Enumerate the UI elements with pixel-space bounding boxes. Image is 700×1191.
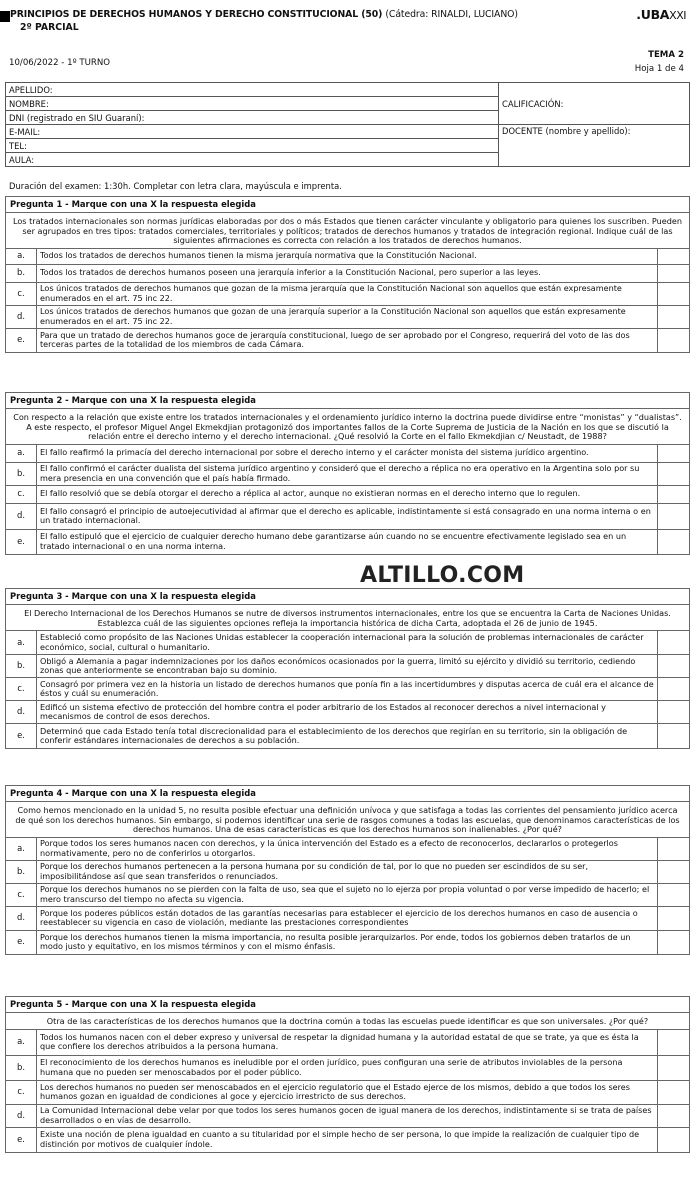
option-letter: e. [6, 931, 37, 954]
answer-checkbox[interactable] [657, 249, 689, 264]
answer-checkbox[interactable] [657, 907, 689, 930]
option-letter: a. [6, 838, 37, 860]
answer-checkbox[interactable] [657, 884, 689, 906]
option-text: Para que un tratado de derechos humanos goce de jerarquía constitucional, luego de ser aprobado por el Congreso, requerirá del voto de las dos terceras partes de la totalidad de los miembros de cada Cámara. [40, 329, 630, 350]
option-row [6, 444, 689, 462]
option-text: Porque los derechos humanos tienen la misma importancia, no resulta posible jerarquizarlos. Por ende, todos los gobiernos deben tratarlos de un modo justo y equitativo, en los mismos términos y con el mismo énfasis. [40, 931, 631, 952]
answer-checkbox[interactable] [657, 724, 689, 748]
question-stem: Como hemos mencionado en la unidad 5, no resulta posible efectuar una definición unívoca y que satisfaga a todas las corrientes del pensamiento jurídico acerca de qué son los derechos humanos. Sin embargo, si podemos identificar una serie de rasgos comunes a todas las escuelas, que denominamos características de los derechos humanos. Una de esas características es que los derechos humanos son inalienables. ¿Por qué? [15, 805, 680, 835]
dni-field[interactable]: DNI (registrado en SIU Guaraní): [6, 111, 499, 125]
option-row [6, 677, 689, 700]
option-letter: a. [6, 249, 37, 264]
option-letter: a. [6, 631, 37, 654]
option-row [6, 248, 689, 264]
uba-logo: .UBAXXI [636, 7, 686, 22]
option-row [6, 906, 689, 930]
option-row [6, 1055, 689, 1080]
option-letter: e. [6, 1128, 37, 1152]
answer-checkbox[interactable] [657, 838, 689, 860]
tema-label: TEMA 2 [648, 50, 684, 60]
student-info-table [5, 82, 690, 167]
option-text: Los únicos tratados de derechos humanos que gozan de una jerarquía superior a la Constitución Nacional son aquellos que están expresamente enumerados en el art. 75 inc 22. [40, 306, 626, 326]
question-stem: El Derecho Internacional de los Derechos Humanos se nutre de diversos instrumentos internacionales, entre los que se encuentra la Carta de Naciones Unidas. Establezca cuál de las siguientes opciones refleja la importancia histórica de dicha Carta, adoptada el 26 de junio de 1945. [24, 608, 671, 628]
option-row [6, 503, 689, 529]
option-letter: c. [6, 678, 37, 700]
calificacion-field[interactable]: CALIFICACIÓN: [499, 83, 690, 125]
answer-checkbox[interactable] [657, 655, 689, 677]
answer-checkbox[interactable] [657, 1081, 689, 1104]
option-text: Consagró por primera vez en la historia un listado de derechos humanos que ponía fin a las incertidumbres y disputas acerca de cuál era el alcance de éstos y cuál su enumeración. [40, 678, 654, 699]
apellido-field[interactable]: APELLIDO: [6, 83, 499, 97]
option-row [6, 1104, 689, 1127]
option-letter: b. [6, 1056, 37, 1080]
option-text: Los derechos humanos no pueden ser menoscabados en el ejercicio regulatorio que el Estado ejerce de los mismos, debido a que todos los seres humanos gozan en igualdad de condiciones al goce y ejercicio irrestricto de sus derechos. [40, 1081, 631, 1102]
option-row [6, 328, 689, 352]
option-row [6, 700, 689, 723]
option-letter: d. [6, 701, 37, 723]
answer-checkbox[interactable] [657, 445, 689, 462]
answer-checkbox[interactable] [657, 861, 689, 883]
duration-note: Duración del examen: 1:30h. Completar con letra clara, mayúscula e imprenta. [9, 181, 342, 191]
answer-checkbox[interactable] [657, 931, 689, 954]
option-letter: b. [6, 265, 37, 282]
option-text: El reconocimiento de los derechos humanos es ineludible por el orden jurídico, pues configuran una serie de atributos inviolables de la persona humana que no pueden ser menoscabados por el poder público. [40, 1057, 623, 1077]
question-3 [5, 588, 690, 749]
option-letter: d. [6, 1105, 37, 1127]
answer-checkbox[interactable] [657, 306, 689, 328]
option-letter: c. [6, 884, 37, 906]
question-header: Pregunta 5 - Marque con una X la respuesta elegida [6, 997, 689, 1013]
header-marker [0, 11, 10, 22]
option-text: Todos los humanos nacen con el deber expreso y universal de respetar la dignidad humana y la autoridad estatal de que se trate, ya que es ésta la que confiere los derechos atribuidos a la persona humana. [40, 1031, 639, 1052]
answer-checkbox[interactable] [657, 283, 689, 305]
option-letter: b. [6, 463, 37, 485]
answer-checkbox[interactable] [657, 504, 689, 529]
option-letter: d. [6, 504, 37, 529]
option-row [6, 883, 689, 906]
answer-checkbox[interactable] [657, 678, 689, 700]
answer-checkbox[interactable] [657, 1056, 689, 1080]
option-text: La Comunidad Internacional debe velar por que todos los seres humanos gocen de igual manera de los derechos, indistintamente si se trata de países desarrollados o en vías de desarrollo. [40, 1105, 652, 1125]
option-letter: e. [6, 329, 37, 352]
option-row [6, 1080, 689, 1104]
option-letter: d. [6, 907, 37, 930]
option-text: Porque los derechos humanos no se pierden con la falta de uso, sea que el sujeto no lo ejerza por propia voluntad o por verse impedido de hacerlo; el mero transcurso del tiempo no afecta su vigencia. [40, 884, 650, 904]
question-4 [5, 785, 690, 955]
option-text: Todos los tratados de derechos humanos poseen una jerarquía inferior a la Constitución Nacional, pero superior a las leyes. [40, 267, 541, 278]
option-letter: e. [6, 724, 37, 748]
option-text: Porque los derechos humanos pertenecen a la persona humana por su condición de tal, por lo que no pueden ser escindidos de su ser, imposibilitándose así que sean transferidos o renunciados. [40, 861, 589, 881]
option-letter: b. [6, 861, 37, 883]
option-text: El fallo resolvió que se debía otorgar el derecho a réplica al actor, aunque no existieran normas en el derecho interno que lo regulen. [40, 488, 581, 499]
option-row [6, 630, 689, 654]
aula-field[interactable]: AULA: [6, 153, 499, 167]
option-row [6, 1029, 689, 1055]
answer-checkbox[interactable] [657, 701, 689, 723]
question-header: Pregunta 4 - Marque con una X la respuesta elegida [6, 786, 689, 802]
answer-checkbox[interactable] [657, 1105, 689, 1127]
option-row [6, 529, 689, 554]
option-row [6, 1127, 689, 1152]
option-letter: a. [6, 445, 37, 462]
exam-date: 10/06/2022 - 1º TURNO [9, 58, 111, 68]
option-text: Edificó un sistema efectivo de protección del hombre contra el poder arbitrario de los Estados al reconocer derechos a nivel internacional y mecanismos de control de esos derechos. [40, 701, 606, 722]
option-letter: a. [6, 1030, 37, 1055]
option-row [6, 485, 689, 503]
option-letter: c. [6, 283, 37, 305]
option-letter: d. [6, 306, 37, 328]
question-header: Pregunta 2 - Marque con una X la respuesta elegida [6, 393, 689, 409]
question-stem: Con respecto a la relación que existe entre los tratados internacionales y el ordenamiento jurídico interno la doctrina puede dividirse entre “monistas” y “dualistas”. A este respecto, el profesor Miguel Angel Ekmekdjian protagonizó dos importantes fallos de la Corte Suprema de Justicia de la Nación en los que se discutió la relación entre el derecho interno y el derecho internacional. ¿Qué resolvió la Corte en el fallo Ekmekdjian c/ Neustadt, de 1988? [13, 412, 682, 442]
answer-checkbox[interactable] [657, 530, 689, 554]
option-letter: e. [6, 530, 37, 554]
option-text: Existe una noción de plena igualdad en cuanto a su titularidad por el simple hecho de ser persona, lo que impide la realización de cualquier tipo de distinción por motivos de cualquier índole. [40, 1129, 640, 1149]
option-text: Porque los poderes públicos están dotados de las garantías necesarias para establecer el ejercicio de los derechos humanos en caso de ausencia o reestablecer su vigencia en caso de violación, mediante las prestaciones correspondientes [40, 907, 638, 928]
option-letter: c. [6, 486, 37, 503]
answer-checkbox[interactable] [657, 1128, 689, 1152]
question-stem: Los tratados internacionales son normas jurídicas elaboradas por dos o más Estados que tienen carácter vinculante y obligatorio para quienes los suscriben. Pueden ser agrupados en tres tipos: tratados comerciales, territoriales y políticos; tratados de derechos humanos y tratados de integración regional. Indique cuál de las siguientes afirmaciones es correcta con relación a los tratados de derechos humanos. [12, 216, 683, 246]
option-text: Porque todos los seres humanos nacen con derechos, y la única intervención del Estado es a efecto de reconocerlos, declararlos o protegerlos normativamente, pero no de conferirlos u otorgarlos. [40, 838, 618, 858]
option-text: El fallo reafirmó la primacía del derecho internacional por sobre el derecho interno y el carácter monista del sistema jurídico argentino. [40, 447, 589, 458]
answer-checkbox[interactable] [657, 265, 689, 282]
option-row [6, 837, 689, 860]
option-text: Obligó a Alemania a pagar indemnizaciones por los daños económicos ocasionados por la guerra, limitó su ejército y dividió su territorio, cediendo zonas que anteriormente se encontraban bajo su dominio. [40, 655, 636, 676]
option-text: Determinó que cada Estado tenía total discrecionalidad para el establecimiento de los derechos que regirían en su territorio, sin la obligación de conferir estándares internacionales de derechos a su población. [40, 725, 628, 746]
option-row [6, 462, 689, 485]
option-row [6, 264, 689, 282]
answer-checkbox[interactable] [657, 631, 689, 654]
option-text: El fallo consagró el principio de autoejecutividad al afirmar que el derecho es aplicable, indistintamente si está consagrado en una norma interna o en un tratado internacional. [40, 505, 651, 526]
exam-subtitle: 2º PARCIAL [20, 22, 79, 33]
option-letter: b. [6, 655, 37, 677]
answer-checkbox[interactable] [657, 329, 689, 352]
question-stem: Otra de las características de los derechos humanos que la doctrina común a todas las escuelas puede identificar es que son universales. ¿Por qué? [46, 1016, 649, 1026]
answer-checkbox[interactable] [657, 1030, 689, 1055]
option-row [6, 282, 689, 305]
option-row [6, 860, 689, 883]
answer-checkbox[interactable] [657, 463, 689, 485]
page-number: Hoja 1 de 4 [634, 64, 684, 74]
option-row [6, 930, 689, 954]
option-text: Estableció como propósito de las Naciones Unidas establecer la cooperación internacional para la solución de problemas internacionales de carácter económico, social, cultural o humanitario. [40, 632, 644, 652]
nombre-field[interactable]: NOMBRE: [6, 97, 499, 111]
tel-field[interactable]: TEL: [6, 139, 499, 153]
docente-field[interactable]: DOCENTE (nombre y apellido): [499, 125, 690, 167]
watermark: ALTILLO.COM [360, 563, 525, 588]
question-5 [5, 996, 690, 1153]
option-text: Todos los tratados de derechos humanos tienen la misma jerarquía normativa que la Constitución Nacional. [40, 250, 477, 261]
exam-title: PRINCIPIOS DE DERECHOS HUMANOS Y DERECHO CONSTITUCIONAL (50) (Cátedra: RINALDI, LUCIANO) [10, 9, 518, 20]
option-row [6, 723, 689, 748]
option-row [6, 654, 689, 677]
email-field[interactable]: E-MAIL: [6, 125, 499, 139]
option-text: El fallo confirmó el carácter dualista del sistema jurídico argentino y consideró que el derecho a réplica no era operativo en la Argentina solo por su mera presencia en una convención que el país había firmado. [40, 463, 640, 483]
option-letter: c. [6, 1081, 37, 1104]
option-text: Los únicos tratados de derechos humanos que gozan de la misma jerarquía que la Constitución Nacional son aquellos que están expresamente enumerados en el art. 75 inc 22. [40, 283, 622, 303]
question-1 [5, 196, 690, 353]
question-header: Pregunta 3 - Marque con una X la respuesta elegida [6, 589, 689, 605]
option-row [6, 305, 689, 328]
question-2 [5, 392, 690, 555]
answer-checkbox[interactable] [657, 486, 689, 503]
question-header: Pregunta 1 - Marque con una X la respuesta elegida [6, 197, 689, 213]
option-text: El fallo estipuló que el ejercicio de cualquier derecho humano debe garantizarse aún cuando no se encuentre efectivamente legislado sea en un tratado internacional o en una norma interna. [40, 531, 627, 551]
